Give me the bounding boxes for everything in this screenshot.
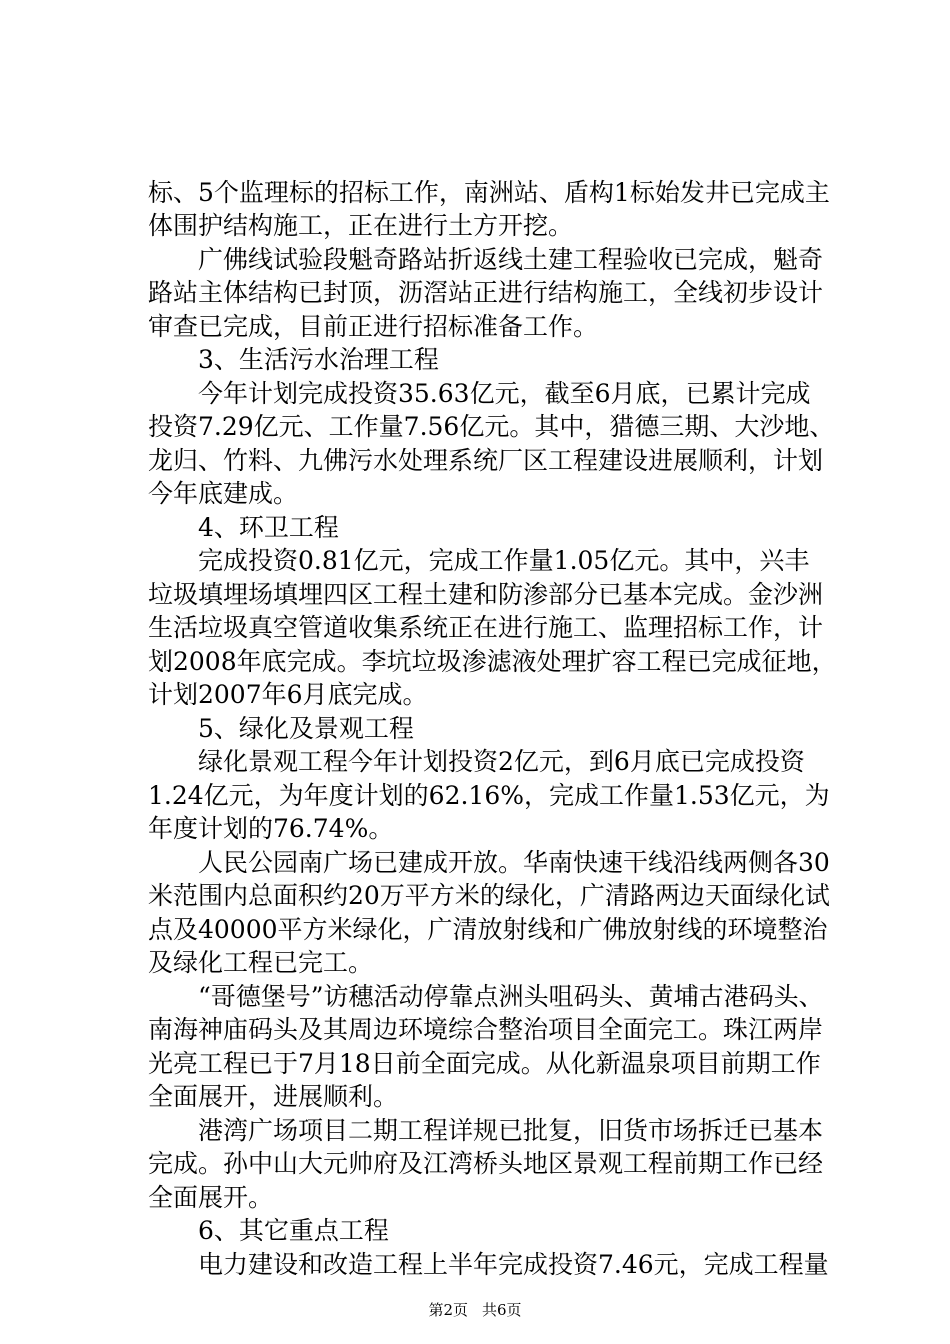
body-line: 绿化景观工程今年计划投资2亿元，到6月底已完成投资 bbox=[148, 747, 805, 776]
body-line: 港湾广场项目二期工程详规已批复，旧货市场拆迁已基本 bbox=[148, 1116, 824, 1145]
body-line: 垃圾填埋场填埋四区工程土建和防渗部分已基本完成。金沙洲 bbox=[148, 580, 824, 609]
body-line: 人民公园南广场已建成开放。华南快速干线沿线两侧各30 bbox=[148, 848, 830, 877]
body-line: 计划2007年6月底完成。 bbox=[148, 680, 428, 709]
body-line: 今年底建成。 bbox=[148, 479, 299, 508]
body-line: 完成。孙中山大元帅府及江湾桥头地区景观工程前期工作已经 bbox=[148, 1149, 824, 1178]
body-line: 今年计划完成投资35.63亿元，截至6月底，已累计完成 bbox=[148, 379, 811, 408]
body-line: 年度计划的76.74%。 bbox=[148, 814, 394, 843]
body-line: 全面展开。 bbox=[148, 1183, 274, 1212]
page-number: 第2页 bbox=[428, 1301, 468, 1319]
page-total: 共6页 bbox=[482, 1301, 522, 1319]
body-line: 龙归、竹料、九佛污水处理系统厂区工程建设进展顺利，计划 bbox=[148, 446, 824, 475]
body-line: 标、5个监理标的招标工作，南洲站、盾构1标始发井已完成主 bbox=[148, 178, 830, 207]
body-line: 全面展开，进展顺利。 bbox=[148, 1082, 399, 1111]
body-line: 投资7.29亿元、工作量7.56亿元。其中，猎德三期、大沙地、 bbox=[148, 412, 835, 441]
body-line: 点及40000平方米绿化，广清放射线和广佛放射线的环境整治 bbox=[148, 915, 828, 944]
body-line: 审查已完成，目前正进行招标准备工作。 bbox=[148, 312, 599, 341]
body-line: 生活垃圾真空管道收集系统正在进行施工、监理招标工作，计 bbox=[148, 613, 824, 642]
body-line: 1.24亿元，为年度计划的62.16%，完成工作量1.53亿元，为 bbox=[148, 781, 830, 810]
section-heading: 4、环卫工程 bbox=[148, 513, 339, 542]
body-line: 电力建设和改造工程上半年完成投资7.46元，完成工程量 bbox=[148, 1250, 829, 1279]
section-heading: 5、绿化及景观工程 bbox=[148, 714, 414, 743]
body-line: 完成投资0.81亿元，完成工作量1.05亿元。其中，兴丰 bbox=[148, 546, 810, 575]
section-heading: 6、其它重点工程 bbox=[148, 1216, 389, 1245]
page-footer bbox=[0, 1300, 950, 1320]
body-line: 划2008年底完成。李坑垃圾渗滤液处理扩容工程已完成征地， bbox=[148, 647, 837, 676]
body-line: 及绿化工程已完工。 bbox=[148, 948, 374, 977]
section-heading: 3、生活污水治理工程 bbox=[148, 345, 439, 374]
body-line: “哥德堡号”访穗活动停靠点洲头咀码头、黄埔古港码头、 bbox=[148, 982, 824, 1011]
body-line: 光亮工程已于7月18日前全面完成。从化新温泉项目前期工作 bbox=[148, 1049, 821, 1078]
body-line: 广佛线试验段魁奇路站折返线土建工程验收已完成，魁奇 bbox=[148, 245, 824, 274]
body-line: 路站主体结构已封顶，沥滘站正进行结构施工，全线初步设计 bbox=[148, 278, 824, 307]
body-line: 南海神庙码头及其周边环境综合整治项目全面完工。珠江两岸 bbox=[148, 1015, 824, 1044]
body-line: 米范围内总面积约20万平方米的绿化，广清路两边天面绿化试 bbox=[148, 881, 830, 910]
body-line: 体围护结构施工，正在进行土方开挖。 bbox=[148, 211, 574, 240]
